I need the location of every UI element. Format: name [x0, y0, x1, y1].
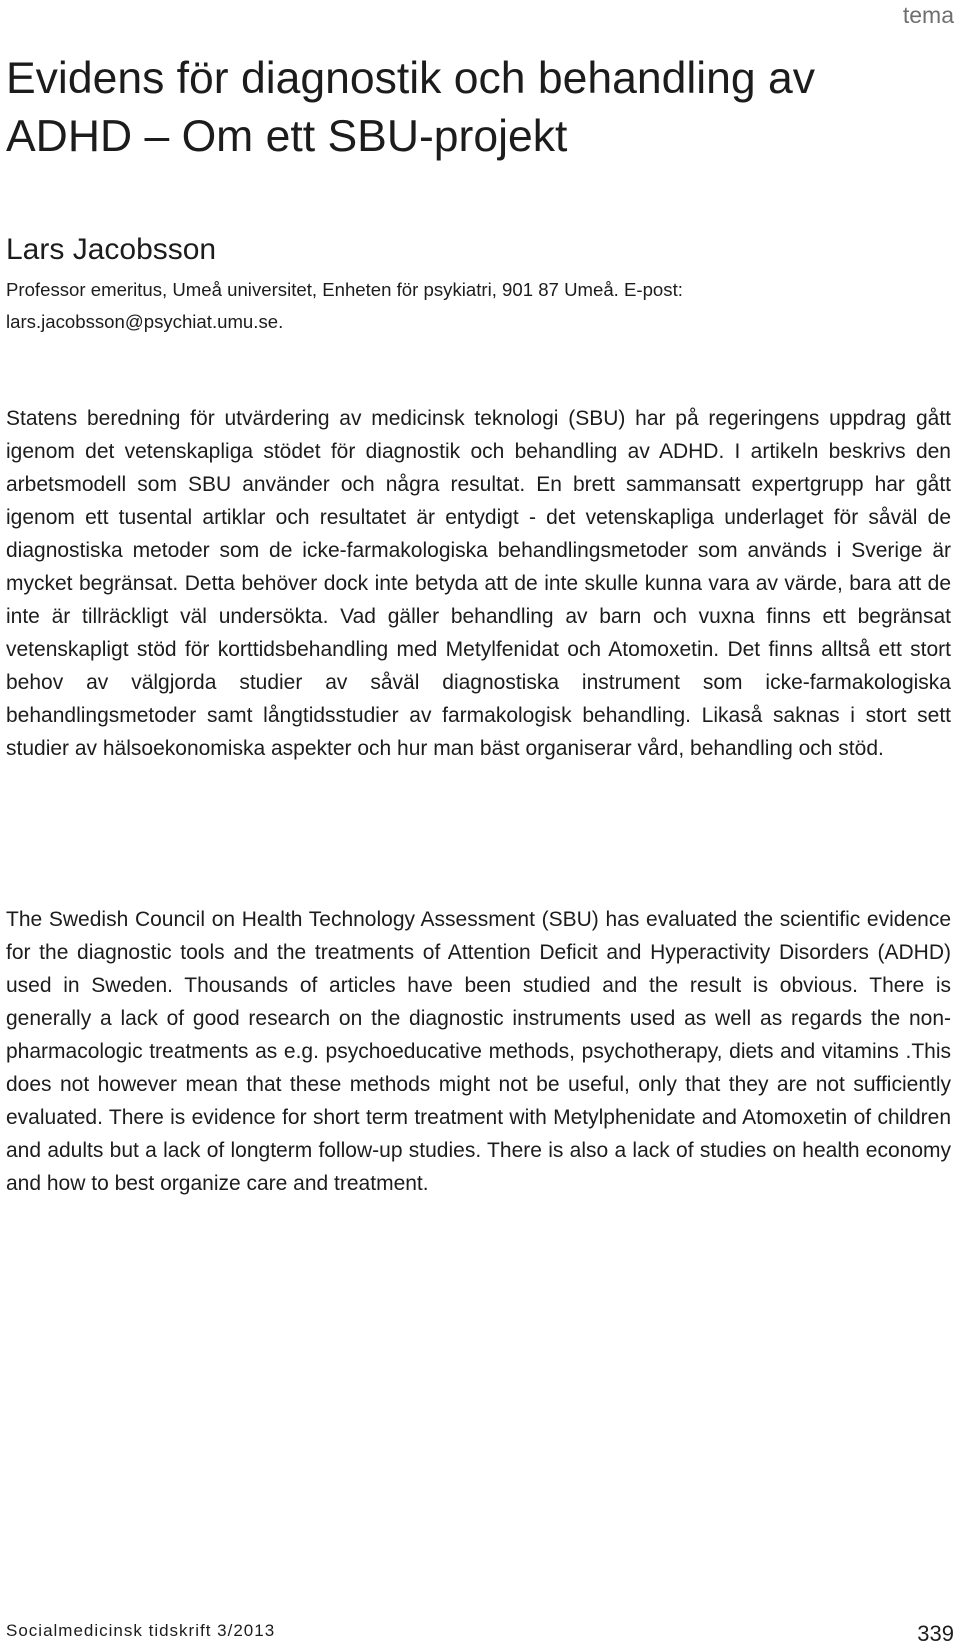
- footer-journal-name: Socialmedicinsk tidskrift 3/2013: [6, 1621, 276, 1640]
- abstract-swedish: Statens beredning för utvärdering av medicinsk teknologi (SBU) har på regeringens uppdrag gått igenom det vetenskapliga stödet för diagnostik och behandling av ADHD. I artikeln beskrivs den arbetsmodell som SBU använder och några resultat. En brett sammansatt expertgrupp har gått igenom ett tusental artiklar och resultatet är entydigt - det vetenskapliga underlaget för såväl de diagnostiska metoder som de icke-farmakologiska behandlingsmetoder som används i Sverige är mycket begränsat. Detta behöver dock inte betyda att de inte skulle kunna vara av värde, bara att de inte är tillräckligt väl undersökta. Vad gäller behandling av barn och vuxna finns ett begränsat vetenskapligt stöd för korttidsbehandling med Metylfenidat och Atomoxetin. Det finns alltså ett stort behov av välgjorda studier av såväl diagnostiska instrument som icke-farmakologiska behandlingsmetoder samt långtidsstudier av farmakologisk behandling. Likaså saknas i stort sett studier av hälsoekonomiska aspekter och hur man bäst organiserar vård, behandling och stöd.: [6, 407, 951, 760]
- article-title: Evidens för diagnostik och behandling av ADHD – Om ett SBU-projekt: [6, 54, 815, 161]
- author-affiliation: Professor emeritus, Umeå universitet, Enheten för psykiatri, 901 87 Umeå. E-post: lars.jacobsson@psychiat.umu.se.: [6, 279, 683, 332]
- section-tag: tema: [902, 2, 954, 28]
- footer-page-number: 339: [917, 1621, 954, 1646]
- abstract-english: The Swedish Council on Health Technology Assessment (SBU) has evaluated the scientific evidence for the diagnostic tools and the treatments of Attention Deficit and Hyperactivity Disorders (ADHD) used in Sweden. Thousands of articles have been studied and the result is obvious. There is generally a lack of good research on the diagnostic instruments used as well as regards the non-pharmacologic treatments as e.g. psychoeducative methods, psychotherapy, diets and vitamins .This does not however mean that these methods might not be useful, only that they are not sufficiently evaluated. There is evidence for short term treatment with Metylphenidate and Atomoxetin of children and adults but a lack of longterm follow-up studies. There is also a lack of studies on health economy and how to best organize care and treatment.: [6, 908, 951, 1195]
- author-name: Lars Jacobsson: [6, 233, 217, 266]
